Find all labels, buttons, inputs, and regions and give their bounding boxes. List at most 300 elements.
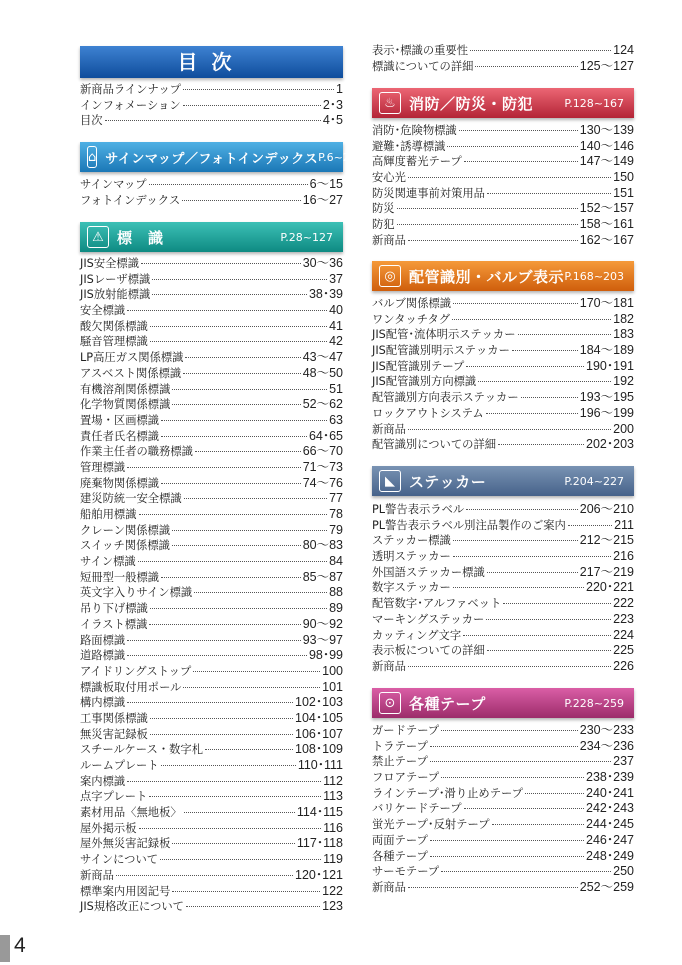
entry-label: クレーン関係標識 xyxy=(80,523,171,537)
dot-leader xyxy=(487,572,578,573)
entry-label: 素材用品〈無地板〉 xyxy=(80,806,182,820)
entry-page: 119 xyxy=(323,852,343,867)
toc-entry[interactable] xyxy=(372,422,634,438)
dot-leader xyxy=(521,397,578,398)
entry-label: 屋外無災害記録板 xyxy=(80,837,171,851)
section-title: 標 識 xyxy=(117,228,164,247)
page-title: 目次 xyxy=(80,46,343,78)
entry-page: 217～219 xyxy=(579,564,634,579)
dot-leader xyxy=(183,687,320,688)
toc-entry[interactable] xyxy=(80,334,343,350)
dot-leader xyxy=(182,200,300,201)
entry-page: 120･121 xyxy=(295,867,343,882)
entry-page: 16～27 xyxy=(302,192,343,207)
dot-leader xyxy=(498,444,584,445)
toc-entry[interactable] xyxy=(372,659,634,675)
entry-label: マーキングステッカー xyxy=(372,612,485,626)
entry-label: 標識板取付用ポール xyxy=(80,680,182,694)
toc-entry[interactable] xyxy=(372,186,634,202)
dot-leader xyxy=(139,828,322,829)
entry-label: 新商品 xyxy=(372,880,406,894)
dot-leader xyxy=(408,429,611,430)
section-header-sticker[interactable] xyxy=(372,466,634,496)
toc-entry[interactable] xyxy=(372,502,634,518)
toc-entry[interactable] xyxy=(372,612,634,628)
toc-entry[interactable] xyxy=(80,272,343,288)
dot-leader xyxy=(183,105,321,106)
toc-entry[interactable] xyxy=(80,98,343,114)
entry-label: 建災防統一安全標識 xyxy=(80,492,182,506)
dot-leader xyxy=(149,184,308,185)
toc-entry[interactable] xyxy=(372,596,634,612)
section-title: サインマップ／フォトインデックス xyxy=(105,151,319,167)
entry-label: JIS配管識別テープ xyxy=(372,359,465,373)
entry-page: 79 xyxy=(329,522,343,537)
entry-label: 防災 xyxy=(372,202,395,216)
dot-leader xyxy=(475,66,577,67)
toc-entry[interactable] xyxy=(80,836,343,852)
entry-label: 高輝度蓄光テープ xyxy=(372,155,462,169)
toc-entry[interactable] xyxy=(80,523,343,539)
entry-label: スチールケース・数字札 xyxy=(80,743,204,757)
toc-entry[interactable] xyxy=(372,359,634,375)
dot-leader xyxy=(185,357,300,358)
dot-leader xyxy=(127,702,293,703)
entry-label: 数字ステッカー xyxy=(372,581,451,595)
entry-label: イラスト標識 xyxy=(80,617,148,631)
toc-entry[interactable] xyxy=(372,880,634,896)
dot-leader xyxy=(127,310,327,311)
entry-page: 51 xyxy=(329,381,343,396)
dot-leader xyxy=(397,208,578,209)
toc-entry[interactable] xyxy=(372,786,634,802)
entry-page: 113 xyxy=(323,789,343,804)
section-header-signmap[interactable] xyxy=(80,142,357,172)
dot-leader xyxy=(466,366,584,367)
entry-label: 英文字入りサイン標識 xyxy=(80,586,193,600)
entry-label: カッティング文字 xyxy=(372,628,462,642)
toc-entry[interactable] xyxy=(372,374,634,390)
toc-entry[interactable] xyxy=(80,476,343,492)
toc-entry[interactable] xyxy=(80,664,343,680)
warning-sign-icon: ⚠ xyxy=(87,226,109,248)
toc-entry[interactable] xyxy=(372,59,634,75)
entry-page: 30～36 xyxy=(302,256,343,270)
dot-leader xyxy=(408,887,578,888)
entry-label: 標準案内用図記号 xyxy=(80,884,171,898)
entry-label: ラインテープ･滑り止めテープ xyxy=(372,786,524,800)
toc-entry[interactable] xyxy=(80,256,343,272)
dot-leader xyxy=(193,671,320,672)
toc-entry[interactable] xyxy=(80,852,343,868)
toc-entry[interactable] xyxy=(80,538,343,554)
dot-leader xyxy=(453,587,584,588)
entry-label: フォトインデックス xyxy=(80,193,181,207)
toc-entry[interactable] xyxy=(372,406,634,422)
entry-page: 100 xyxy=(322,663,343,678)
intro-list xyxy=(80,82,343,129)
dot-leader xyxy=(161,577,301,578)
toc-entry[interactable] xyxy=(80,113,343,129)
entry-label: JIS配管･流体明示ステッカー xyxy=(372,328,516,342)
dot-leader xyxy=(172,389,327,390)
dot-leader xyxy=(160,859,321,860)
entry-label: PL警告表示ラベル別注品製作のご案内 xyxy=(372,518,566,532)
entry-page: 98･99 xyxy=(308,648,343,663)
entry-page: 225 xyxy=(613,643,634,658)
entry-page: 158～161 xyxy=(579,217,634,232)
toc-entry[interactable] xyxy=(372,201,634,217)
fire-list xyxy=(372,123,634,249)
toc-entry[interactable] xyxy=(372,437,634,453)
pipe-icon: ◎ xyxy=(379,265,401,287)
entry-page: 112 xyxy=(323,773,343,788)
toc-entry[interactable] xyxy=(372,327,634,343)
entry-label: 有機溶剤関係標識 xyxy=(80,382,171,396)
entry-label: PL警告表示ラベル xyxy=(372,503,465,516)
entry-label: 酸欠関係標識 xyxy=(80,319,148,333)
entry-page: 206～210 xyxy=(579,502,634,516)
entry-label: 道路標識 xyxy=(80,649,126,663)
entry-label: 配管数字･アルファベット xyxy=(372,597,502,611)
dot-leader xyxy=(525,793,584,794)
signmap-list xyxy=(80,177,343,208)
entry-label: 標識についての詳細 xyxy=(372,59,474,73)
dot-leader xyxy=(161,436,307,437)
entry-label: 作業主任者の職務標識 xyxy=(80,445,193,459)
toc-entry[interactable] xyxy=(80,711,343,727)
entry-page: 110･111 xyxy=(297,758,343,772)
toc-entry[interactable] xyxy=(80,507,343,523)
entry-page: 200 xyxy=(613,421,634,436)
section-range: P.28~127 xyxy=(280,230,333,244)
dot-leader xyxy=(172,843,295,844)
toc-entry[interactable] xyxy=(372,154,634,170)
dot-leader xyxy=(184,812,295,813)
entry-page: 108･109 xyxy=(295,742,343,757)
toc-entry[interactable] xyxy=(80,648,343,664)
entry-label: 安心光 xyxy=(372,171,406,185)
toc-entry[interactable] xyxy=(80,633,343,649)
toc-entry[interactable] xyxy=(372,864,634,880)
toc-entry[interactable] xyxy=(80,774,343,790)
toc-entry[interactable] xyxy=(80,789,343,805)
entry-label: バルブ関係標識 xyxy=(372,297,452,310)
toc-entry[interactable] xyxy=(372,343,634,359)
dot-leader xyxy=(408,240,578,241)
entry-page: 116 xyxy=(323,820,343,835)
entry-label: 路面標識 xyxy=(80,633,126,647)
toc-entry[interactable] xyxy=(80,350,343,366)
entry-label: 表示･標識の重要性 xyxy=(372,44,469,57)
entry-label: JIS安全標識 xyxy=(80,257,140,270)
toc-entry[interactable] xyxy=(80,287,343,303)
dot-leader xyxy=(205,749,293,750)
entry-label: 新商品ラインナップ xyxy=(80,83,182,96)
toc-entry[interactable] xyxy=(80,491,343,507)
toc-entry[interactable] xyxy=(372,723,634,739)
toc-entry[interactable] xyxy=(372,390,634,406)
toc-entry[interactable] xyxy=(372,770,634,786)
dot-leader xyxy=(478,381,611,382)
dot-leader xyxy=(430,856,584,857)
entry-label: 管理標識 xyxy=(80,460,126,474)
entry-label: 構内標識 xyxy=(80,696,126,710)
toc-entry[interactable] xyxy=(80,601,343,617)
toc-entry[interactable] xyxy=(372,833,634,849)
dot-leader xyxy=(149,796,321,797)
dot-leader xyxy=(397,224,578,225)
entry-label: 工事関係標識 xyxy=(80,711,148,725)
toc-entry[interactable] xyxy=(372,754,634,770)
toc-entry[interactable] xyxy=(80,884,343,900)
entry-label: 責任者氏名標識 xyxy=(80,429,160,443)
toc-entry[interactable] xyxy=(372,565,634,581)
house-hand-icon: ⌂ xyxy=(87,146,97,168)
toc-entry[interactable] xyxy=(80,366,343,382)
entry-page: 77 xyxy=(329,491,343,506)
entry-page: 89 xyxy=(329,601,343,616)
entry-label: アスベスト関係標識 xyxy=(80,366,182,380)
dot-leader xyxy=(184,498,327,499)
entry-page: 38･39 xyxy=(308,287,343,302)
toc-entry[interactable] xyxy=(372,518,634,534)
toc-entry[interactable] xyxy=(80,821,343,837)
entry-label: LP高圧ガス関係標識 xyxy=(80,351,184,365)
dot-leader xyxy=(441,730,578,731)
dot-leader xyxy=(150,326,327,327)
toc-entry[interactable] xyxy=(372,312,634,328)
entry-page: 220･221 xyxy=(586,580,634,595)
dot-leader xyxy=(463,635,611,636)
entry-page: 42 xyxy=(329,334,343,349)
entry-page: 196～199 xyxy=(579,405,634,420)
section-header-tape[interactable] xyxy=(372,688,634,718)
entry-label: バリケードテープ xyxy=(372,802,462,816)
dot-leader xyxy=(487,193,611,194)
toc-entry[interactable] xyxy=(80,460,343,476)
section-header-signs[interactable] xyxy=(80,222,343,252)
toc-entry[interactable] xyxy=(372,43,634,59)
entry-label: JIS配管識別明示ステッカー xyxy=(372,344,510,358)
toc-entry[interactable] xyxy=(80,868,343,884)
section-title: 配管識別・バルブ表示 xyxy=(409,267,565,286)
entry-page: 2･3 xyxy=(322,97,343,112)
toc-entry[interactable] xyxy=(80,413,343,429)
dot-leader xyxy=(105,120,321,121)
toc-entry[interactable] xyxy=(80,382,343,398)
toc-entry[interactable] xyxy=(80,193,343,209)
dot-leader xyxy=(138,561,327,562)
entry-page: 84 xyxy=(329,554,343,569)
entry-label: 置場・区画標識 xyxy=(80,413,160,427)
toc-entry[interactable] xyxy=(372,296,634,312)
dot-leader xyxy=(487,650,611,651)
entry-page: 212～215 xyxy=(579,533,634,548)
dot-leader xyxy=(149,624,300,625)
entry-page: 246･247 xyxy=(586,832,634,847)
section-header-pipe[interactable] xyxy=(372,261,634,291)
toc-entry[interactable] xyxy=(372,817,634,833)
toc-entry[interactable] xyxy=(80,899,343,915)
entry-page: 80～83 xyxy=(302,538,343,553)
toc-entry[interactable] xyxy=(372,170,634,186)
entry-page: 66～70 xyxy=(302,444,343,459)
entry-label: 新商品 xyxy=(372,422,406,436)
dot-leader xyxy=(172,530,327,531)
dot-leader xyxy=(470,50,611,51)
entry-page: 102･103 xyxy=(295,695,343,710)
entry-label: 透明ステッカー xyxy=(372,550,451,564)
entry-page: 248･249 xyxy=(586,848,634,863)
entry-label: 配管識別についての詳細 xyxy=(372,438,497,452)
entry-label: アイドリングストップ xyxy=(80,664,192,678)
toc-entry[interactable] xyxy=(80,680,343,696)
toc-entry[interactable] xyxy=(80,727,343,743)
section-range: P.228~259 xyxy=(564,696,624,710)
sticker-icon: ◣ xyxy=(379,470,401,492)
entry-label: 新商品 xyxy=(372,233,406,247)
entry-page: 64･65 xyxy=(308,428,343,443)
toc-entry[interactable] xyxy=(372,739,634,755)
entry-label: サインについて xyxy=(80,853,159,867)
dot-leader xyxy=(512,350,578,351)
entry-label: 吊り下げ標識 xyxy=(80,602,148,616)
entry-page: 71～73 xyxy=(302,459,343,474)
toc-entry[interactable] xyxy=(372,123,634,139)
sticker-list xyxy=(372,502,634,675)
dot-leader xyxy=(503,603,611,604)
section-range: P.128~167 xyxy=(564,96,624,110)
toc-entry[interactable] xyxy=(372,801,634,817)
entry-label: スイッチ関係標識 xyxy=(80,539,170,553)
toc-entry[interactable] xyxy=(80,177,343,193)
toc-entry[interactable] xyxy=(80,805,343,821)
toc-entry[interactable] xyxy=(80,303,343,319)
entry-label: トラテープ xyxy=(372,739,428,753)
dot-leader xyxy=(486,619,611,620)
entry-label: 案内標識 xyxy=(80,774,126,788)
toc-entry[interactable] xyxy=(372,139,634,155)
dot-leader xyxy=(183,373,300,374)
entry-label: 表示板についての詳細 xyxy=(372,644,485,658)
toc-entry[interactable] xyxy=(80,617,343,633)
fire-icon: ♨ xyxy=(379,92,401,114)
entry-label: 新商品 xyxy=(372,659,406,673)
dot-leader xyxy=(152,279,327,280)
toc-entry[interactable] xyxy=(80,429,343,445)
entry-page: 237 xyxy=(613,754,634,769)
toc-entry[interactable] xyxy=(80,397,343,413)
entry-label: 配管識別方向表示ステッカー xyxy=(372,391,519,405)
entry-page: 117･118 xyxy=(296,836,343,851)
toc-entry[interactable] xyxy=(372,233,634,249)
entry-label: 屋外掲示板 xyxy=(80,821,137,835)
entry-page: 48～50 xyxy=(302,365,343,380)
entry-page: 101 xyxy=(322,679,343,694)
entry-label: 廃棄物関係標識 xyxy=(80,476,160,490)
toc-entry[interactable] xyxy=(372,628,634,644)
entry-page: 162～167 xyxy=(579,232,634,247)
entry-label: 目次 xyxy=(80,114,103,128)
entry-page: 40 xyxy=(329,303,343,318)
entry-page: 211 xyxy=(614,517,634,532)
toc-entry[interactable] xyxy=(80,742,343,758)
entry-label: 蛍光テープ･反射テープ xyxy=(372,818,490,832)
signs-continued-list xyxy=(372,43,634,74)
dot-leader xyxy=(150,718,293,719)
toc-entry[interactable] xyxy=(80,82,343,98)
dot-leader xyxy=(447,146,577,147)
toc-entry[interactable] xyxy=(80,444,343,460)
toc-entry[interactable] xyxy=(80,570,343,586)
dot-leader xyxy=(172,404,300,405)
page-number: 4 xyxy=(14,934,26,957)
dot-leader xyxy=(194,592,327,593)
entry-page: 74～76 xyxy=(302,475,343,490)
toc-entry[interactable] xyxy=(372,549,634,565)
section-range: P.168~203 xyxy=(564,269,624,283)
entry-page: 88 xyxy=(329,585,343,600)
entry-page: 223 xyxy=(613,611,634,626)
entry-page: 140～146 xyxy=(579,138,634,153)
toc-entry[interactable] xyxy=(80,758,343,774)
entry-label: ステッカー標識 xyxy=(372,534,451,548)
entry-label: 防犯 xyxy=(372,218,395,232)
dot-leader xyxy=(195,451,301,452)
entry-label: 点字プレート xyxy=(80,790,148,804)
dot-leader xyxy=(441,871,611,872)
toc-entry[interactable] xyxy=(80,695,343,711)
entry-label: 新商品 xyxy=(80,868,114,882)
section-header-fire[interactable] xyxy=(372,88,634,118)
entry-page: 90～92 xyxy=(302,616,343,631)
toc-entry[interactable] xyxy=(372,643,634,659)
entry-label: ワンタッチタグ xyxy=(372,312,451,326)
entry-page: 222 xyxy=(613,596,634,611)
entry-page: 184～189 xyxy=(579,343,634,358)
dot-leader xyxy=(150,734,293,735)
entry-label: 外国語ステッカー標識 xyxy=(372,565,485,579)
dot-leader xyxy=(186,906,320,907)
signs-list xyxy=(80,256,343,915)
entry-page: 114･115 xyxy=(296,805,343,820)
toc-entry[interactable] xyxy=(80,554,343,570)
dot-leader xyxy=(141,263,301,264)
dot-leader xyxy=(161,483,301,484)
toc-entry[interactable] xyxy=(80,585,343,601)
toc-entry[interactable] xyxy=(372,217,634,233)
entry-label: サインマップ xyxy=(80,178,147,191)
entry-page: 234～236 xyxy=(579,738,634,753)
toc-entry[interactable] xyxy=(80,319,343,335)
toc-entry[interactable] xyxy=(372,849,634,865)
entry-page: 125～127 xyxy=(579,58,634,73)
entry-page: 104･105 xyxy=(295,710,343,725)
dot-leader xyxy=(568,525,612,526)
toc-entry[interactable] xyxy=(372,533,634,549)
entry-page: 78 xyxy=(329,507,343,521)
dot-leader xyxy=(430,840,584,841)
entry-label: ガードテープ xyxy=(372,724,440,737)
tape-list xyxy=(372,723,634,896)
dot-leader xyxy=(183,89,334,90)
toc-entry[interactable] xyxy=(372,580,634,596)
entry-label: 各種テープ xyxy=(372,849,428,863)
dot-leader xyxy=(161,420,327,421)
entry-page: 202･203 xyxy=(586,437,634,452)
entry-page: 41 xyxy=(329,318,343,333)
